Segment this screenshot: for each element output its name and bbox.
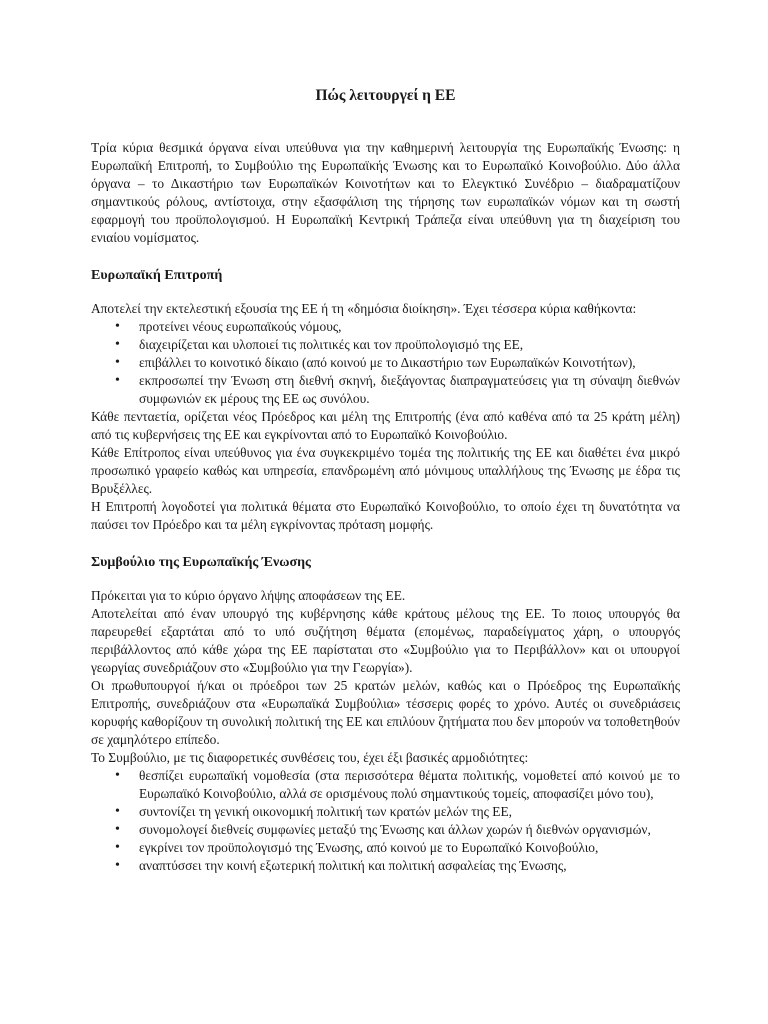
list-item: • συντονίζει τη γενική οικονομική πολιτική των κρατών μελών της ΕΕ,: [139, 803, 680, 821]
list-item: • εκπροσωπεί την Ένωση στη διεθνή σκηνή, διεξάγοντας διαπραγματεύσεις για τη σύναψη διεθνών συμφωνιών εκ μέρους της ΕΕ ως συνόλου.: [139, 372, 680, 408]
intro-paragraph: Τρία κύρια θεσμικά όργανα είναι υπεύθυνα για την καθημερινή λειτουργία της Ευρωπαϊκής Ένωσης: η Ευρωπαϊκή Επιτροπή, το Συμβούλιο της Ευρωπαϊκής Ένωσης και το Ευρωπαϊκό Κοινοβούλιο. Δύο άλλα όργανα – το Δικαστήριο των Ευρωπαϊκών Κοινοτήτων και το Ελεγκτικό Συνέδριο – διαδραματίζουν σημαντικούς ρόλους, αντίστοιχα, στην εξασφάλιση της τήρησης των ευρωπαϊκών νόμων και τη σωστή εφαρμογή του προϋπολογισμού. Η Ευρωπαϊκή Κεντρική Τράπεζα είναι υπεύθυνη για τη διαχείριση του ενιαίου νομίσματος.: [91, 140, 680, 245]
page-title: Πώς λειτουργεί η ΕΕ: [315, 87, 456, 104]
commission-paragraph: Κάθε πενταετία, ορίζεται νέος Πρόεδρος και μέλη της Επιτροπής (ένα από καθένα από τα 25 κράτη μέλη) από τις κυβερνήσεις της ΕΕ και εγκρίνονται από το Ευρωπαϊκό Κοινοβούλιο.: [91, 409, 680, 442]
council-duties-list: [91, 767, 680, 875]
commission-paragraph: Κάθε Επίτροπος είναι υπεύθυνος για ένα συγκεκριμένο τομέα της πολιτικής της ΕΕ και διαθέτει ένα μικρό προσωπικό γραφείο καθώς και υπηρεσία, επανδρωμένη από μόνιμους υπαλλήλους της Ένωσης με έδρα τις Βρυξέλλες.: [91, 445, 680, 496]
council-paragraph: Πρόκειται για το κύριο όργανο λήψης αποφάσεων της ΕΕ.: [91, 588, 406, 603]
section-heading-council: Συμβούλιο της Ευρωπαϊκής Ένωσης: [91, 555, 311, 570]
council-paragraph: Το Συμβούλιο, με τις διαφορετικές συνθέσεις του, έχει έξι βασικές αρμοδιότητες:: [91, 750, 529, 765]
list-item: • συνομολογεί διεθνείς συμφωνίες μεταξύ της Ένωσης και άλλων χωρών ή διεθνών οργανισμών,: [139, 821, 680, 839]
list-item: • προτείνει νέους ευρωπαϊκούς νόμους,: [139, 318, 680, 336]
council-paragraph: Οι πρωθυπουργοί ή/και οι πρόεδροι των 25 κρατών μελών, καθώς και ο Πρόεδρος της Ευρωπαϊκής Επιτροπής, συνεδριάζουν στα «Ευρωπαϊκά Συμβούλια» τέσσερις φορές το χρόνο. Αυτές οι συνεδριάσεις κορυφής καθορίζουν τη συνολική πολιτική της ΕΕ και επιλύουν ζητήματα που δεν μπορούν να τοποθετηθούν σε χαμηλότερο επίπεδο.: [91, 678, 680, 747]
list-item: • εγκρίνει τον προϋπολογισμό της Ένωσης, από κοινού με το Ευρωπαϊκό Κοινοβούλιο,: [139, 839, 680, 857]
list-item: • διαχειρίζεται και υλοποιεί τις πολιτικές και τον προϋπολογισμό της ΕΕ,: [139, 336, 680, 354]
council-paragraph: Αποτελείται από έναν υπουργό της κυβέρνησης κάθε κράτους μέλους της ΕΕ. Το ποιος υπουργός θα παρευρεθεί εξαρτάται από το υπό συζήτηση θέματα (επομένως, παραδείγματος χάρη, ο υπουργός περιβάλλοντος από κάθε χώρα της ΕΕ παρίσταται στο «Συμβούλιο για το Περιβάλλον» και οι υπουργοί γεωργίας συνεδριάζουν στο «Συμβούλιο για την Γεωργία»).: [91, 606, 680, 675]
list-item: • επιβάλλει το κοινοτικό δίκαιο (από κοινού με το Δικαστήριο των Ευρωπαϊκών Κοινοτήτων),: [139, 354, 680, 372]
list-item: • αναπτύσσει την κοινή εξωτερική πολιτική και πολιτική ασφαλείας της Ένωσης,: [139, 857, 680, 875]
section-heading-commission: Ευρωπαϊκή Επιτροπή: [91, 268, 223, 283]
commission-lead: Αποτελεί την εκτελεστική εξουσία της ΕΕ ή τη «δημόσια διοίκηση». Έχει τέσσερα κύρια καθήκοντα:: [91, 301, 637, 316]
commission-paragraph: Η Επιτροπή λογοδοτεί για πολιτικά θέματα στο Ευρωπαϊκό Κοινοβούλιο, το οποίο έχει τη δυνατότητα να παύσει τον Πρόεδρο και τα μέλη εγκρίνοντας πρόταση μομφής.: [91, 499, 680, 532]
commission-duties-list: [91, 318, 680, 408]
list-item: • θεσπίζει ευρωπαϊκή νομοθεσία (στα περισσότερα θέματα πολιτικής, νομοθετεί από κοινού με το Ευρωπαϊκό Κοινοβούλιο, αλλά σε ορισμένους πολύ σημαντικούς τομείς, αποφασίζει μόνο του),: [139, 767, 680, 803]
